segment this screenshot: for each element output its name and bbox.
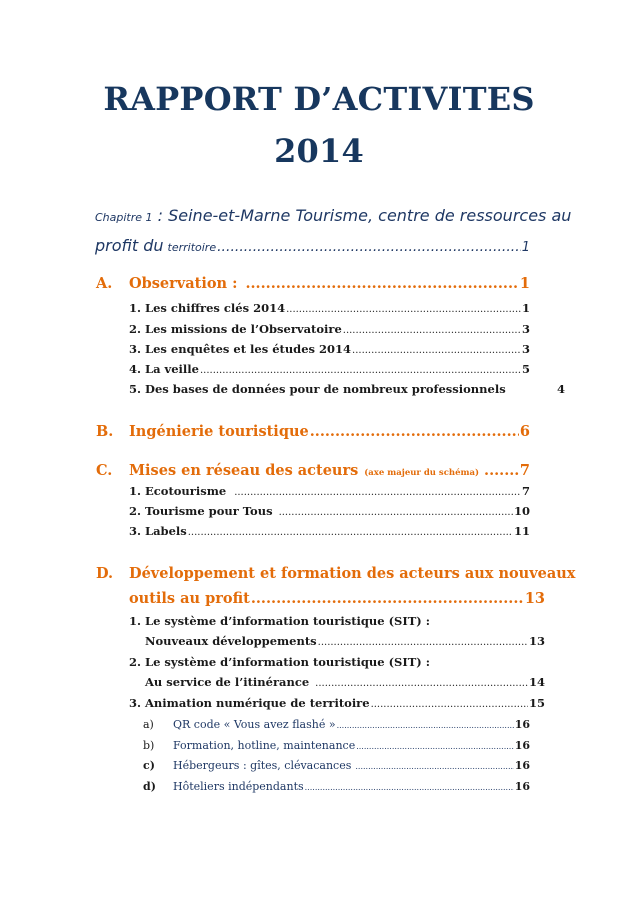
toc-item[interactable] bbox=[129, 342, 530, 356]
subitem-label: QR code « Vous avez flashé » bbox=[173, 718, 336, 731]
item-label: 3. Labels bbox=[129, 524, 187, 538]
chapter-title-line2a: profit du bbox=[95, 236, 164, 255]
leader-dots bbox=[305, 783, 514, 792]
toc-item[interactable] bbox=[129, 524, 530, 538]
toc-section-d[interactable] bbox=[96, 565, 576, 582]
chapter-label: Chapitre 1 bbox=[95, 211, 153, 224]
toc-item[interactable] bbox=[129, 484, 530, 498]
subitem-letter: b) bbox=[143, 739, 155, 752]
subitem-letter: c) bbox=[143, 759, 155, 772]
subitem-page: 16 bbox=[514, 739, 530, 752]
item-page: 7 bbox=[521, 484, 530, 498]
leader-dots bbox=[337, 721, 514, 730]
subitem-label: Hébergeurs : gîtes, clévacances bbox=[173, 759, 352, 772]
toc-section-a[interactable] bbox=[96, 275, 530, 292]
leader-dots bbox=[356, 742, 513, 751]
subitem-letter: a) bbox=[143, 718, 154, 731]
report-title: RAPPORT D’ACTIVITES bbox=[103, 80, 535, 118]
toc-subitem[interactable] bbox=[143, 780, 530, 793]
item-page: 13 bbox=[528, 634, 545, 648]
section-page: 1 bbox=[519, 275, 530, 292]
section-page: 13 bbox=[524, 590, 545, 607]
chapter-title-line1: : Seine-et-Marne Tourisme, centre de ressources au bbox=[157, 206, 572, 225]
leader-dots bbox=[371, 699, 528, 710]
item-label: 2. Les missions de l’Observatoire bbox=[129, 322, 342, 336]
subitem-page: 16 bbox=[514, 759, 530, 772]
leader-dots bbox=[234, 487, 521, 498]
section-letter: A. bbox=[96, 275, 113, 292]
leader-dots bbox=[318, 637, 528, 648]
toc-subitem[interactable] bbox=[143, 718, 530, 731]
section-page: 7 bbox=[519, 462, 530, 479]
item-label: Au service de l’itinérance bbox=[145, 675, 310, 689]
item-page: 5 bbox=[521, 362, 530, 376]
toc-item[interactable] bbox=[129, 322, 530, 336]
toc-subitem[interactable] bbox=[143, 739, 530, 752]
item-label: 3. Les enquêtes et les études 2014 bbox=[129, 342, 352, 356]
leader-dots bbox=[343, 325, 521, 336]
toc-item[interactable] bbox=[129, 504, 530, 518]
toc-item[interactable] bbox=[129, 696, 545, 710]
toc-item[interactable] bbox=[129, 362, 530, 376]
item-label: 4. La veille bbox=[129, 362, 199, 376]
chapter-1-line2 bbox=[95, 236, 530, 255]
section-title-line2: outils au profit bbox=[129, 590, 250, 607]
leader-dots bbox=[217, 239, 521, 255]
leader-dots bbox=[315, 678, 528, 689]
section-note: (axe majeur du schéma) bbox=[364, 468, 480, 478]
report-year: 2014 bbox=[274, 132, 364, 170]
item-page: 10 bbox=[513, 504, 530, 518]
toc-item-line1[interactable]: 1. Le système d’information touristique (SIT) : bbox=[129, 614, 430, 628]
section-title: Mises en réseau des acteurs bbox=[129, 462, 359, 479]
toc-item-line1[interactable]: 2. Le système d’information touristique (SIT) : bbox=[129, 655, 430, 669]
leader-dots bbox=[200, 365, 521, 376]
item-label: 1. Les chiffres clés 2014 bbox=[129, 301, 286, 315]
item-label: 5. Des bases de données pour de nombreux professionnels bbox=[129, 382, 506, 396]
toc-section-d-line2[interactable] bbox=[129, 590, 545, 607]
section-letter: B. bbox=[96, 423, 114, 440]
leader-dots bbox=[251, 590, 524, 607]
subitem-letter: d) bbox=[143, 780, 156, 793]
item-label: 2. Tourisme pour Tous bbox=[129, 504, 273, 518]
chapter-1-heading bbox=[95, 206, 571, 225]
subitem-label: Hôteliers indépendants bbox=[173, 780, 304, 793]
leader-dots bbox=[310, 423, 519, 440]
toc-item[interactable] bbox=[129, 382, 565, 396]
toc-subitem[interactable] bbox=[143, 759, 530, 772]
leader-dots bbox=[279, 507, 513, 518]
item-label: Nouveaux développements bbox=[145, 634, 317, 648]
item-label: 3. Animation numérique de territoire bbox=[129, 696, 370, 710]
chapter-page: 1 bbox=[521, 240, 530, 255]
leader-dots bbox=[286, 304, 521, 315]
leader-dots bbox=[355, 762, 513, 771]
section-letter: C. bbox=[96, 462, 113, 479]
leader-dots bbox=[352, 345, 521, 356]
section-title: Observation : bbox=[129, 275, 238, 292]
item-page: 3 bbox=[521, 342, 530, 356]
item-page: 11 bbox=[513, 524, 530, 538]
toc-item[interactable] bbox=[145, 675, 545, 689]
toc-item[interactable] bbox=[129, 301, 530, 315]
subitem-label: Formation, hotline, maintenance bbox=[173, 739, 356, 752]
section-title: Ingénierie touristique bbox=[129, 423, 309, 440]
toc-section-c[interactable] bbox=[96, 462, 530, 479]
leader-dots bbox=[484, 462, 519, 479]
item-page: 4 bbox=[556, 382, 565, 396]
leader-dots bbox=[188, 527, 513, 538]
item-page: 3 bbox=[521, 322, 530, 336]
section-letter: D. bbox=[96, 565, 114, 582]
item-label: 1. Ecotourisme bbox=[129, 484, 227, 498]
section-title-line1: Développement et formation des acteurs aux nouveaux bbox=[129, 565, 576, 582]
item-page: 15 bbox=[528, 696, 545, 710]
subitem-page: 16 bbox=[514, 718, 530, 731]
item-page: 1 bbox=[521, 301, 530, 315]
toc-section-b[interactable] bbox=[96, 423, 530, 440]
leader-dots bbox=[245, 275, 518, 292]
section-page: 6 bbox=[519, 423, 530, 440]
toc-item[interactable] bbox=[145, 634, 545, 648]
item-page: 14 bbox=[528, 675, 545, 689]
subitem-page: 16 bbox=[514, 780, 530, 793]
chapter-title-line2b: territoire bbox=[167, 241, 217, 254]
